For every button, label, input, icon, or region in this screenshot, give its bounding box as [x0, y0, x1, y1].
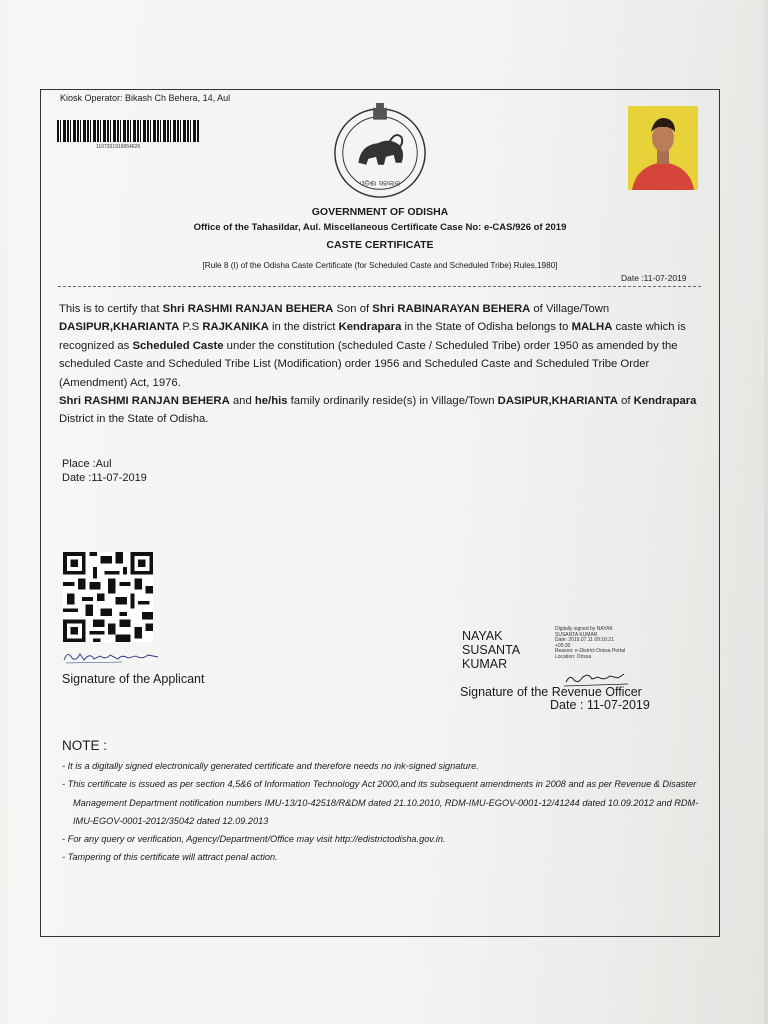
certificate-title: CASTE CERTIFICATE [326, 239, 434, 251]
notes-list [62, 757, 702, 867]
district: Kendrapara [338, 321, 402, 334]
qr-code [60, 552, 156, 642]
caste-category: Scheduled Caste [132, 339, 224, 352]
father-name: Shri RABINARAYAN BEHERA [372, 303, 531, 315]
place-date: Date :11-07-2019 [62, 472, 147, 484]
government-heading: GOVERNMENT OF ODISHA [311, 206, 449, 218]
applicant-name: Shri RASHMI RANJAN BEHERA [162, 303, 334, 315]
police-station: RAJKANIKA [202, 321, 269, 334]
office-line: Office of the Tahasildar, Aul. Miscellaneous Certificate Case No: e-CAS/926 of 2019 [193, 222, 567, 233]
residence-paragraph: Shri RASHMI RANJAN BEHERA and he/his family ordinarily reside(s) in Village/Town DASIPUR,KHARIANTA of Kendrapara District in the State of Odisha. [59, 395, 697, 426]
applicant-signature-label: Signature of the Applicant [62, 672, 205, 686]
digital-signature-details: Digitally signed by NAYAK SUSANTA KUMAR Date: 2019.07.11 09:16:21 +05:30 Reason: e-District Orissa Portal Location: Orissa [555, 626, 626, 660]
emblem-text: ଓଡ଼ିଶା ସରକାର [359, 179, 401, 188]
revenue-officer-date: Date : 11-07-2019 [550, 698, 650, 712]
revenue-officer-signature-label: Signature of the Revenue Officer [460, 685, 642, 699]
place: Place :Aul [62, 458, 112, 470]
certification-paragraph: This is to certify that Shri RASHMI RANJAN BEHERA Son of Shri RABINARAYAN BEHERA of Village/Town DASIPUR,KHARIANTA P.S RAJKANIKA in the district Kendrapara in the State of Odisha belongs to MALHA caste which is recognized as Scheduled Caste under the constitution (scheduled Caste / Scheduled Tribe) order 1950 as amended by the scheduled Caste and Scheduled Tribe List (Modification) order 1956 and Scheduled Caste and Scheduled Tribe Order (Amendment) Act, 1976. [59, 303, 686, 389]
note-item: - Tampering of this certificate will attract penal action. [62, 852, 278, 863]
barcode [57, 120, 199, 142]
note-item: - It is a digitally signed electronically generated certificate and therefore needs no ink-signed signature. [62, 761, 479, 771]
note-item: - For any query or verification, Agency/Department/Office may visit http://edistrictodisha.gov.in. [62, 834, 446, 845]
odisha-emblem-icon [331, 102, 429, 200]
certificate-body [59, 300, 709, 429]
rule-reference: [Rule 8 (I) of the Odisha Caste Certificate (for Scheduled Caste and Scheduled Tribe) Rules,1980] [202, 261, 558, 270]
applicant-signature [62, 646, 162, 666]
officer-name: NAYAK SUSANTA KUMAR [462, 629, 521, 671]
caste: MALHA [571, 321, 613, 334]
barcode-number: 1107201919954626 [96, 144, 141, 150]
note-item: - This certificate is issued as per section 4,5&6 of Information Technology Act 2000,and its subsequent amendments in 2008 and as per Revenue & Disaster Management Department notification numbers IMU-13/10-42518/R&DM dated 21.10.2010, RDM-IMU-EGOV-0001-12/41244 dated 10.09.2012 and RDM-IMU-EGOV-0001-2012/35042 dated 12.09.2013 [62, 779, 699, 826]
dashed-divider [58, 286, 701, 287]
note-title: NOTE : [62, 738, 108, 753]
applicant-photo [628, 106, 698, 190]
kiosk-operator: Kiosk Operator: Bikash Ch Behera, 14, Aul [60, 93, 231, 103]
place-date-block [62, 457, 147, 485]
header-date: Date :11-07-2019 [621, 273, 687, 283]
village: DASIPUR,KHARIANTA [59, 321, 180, 334]
